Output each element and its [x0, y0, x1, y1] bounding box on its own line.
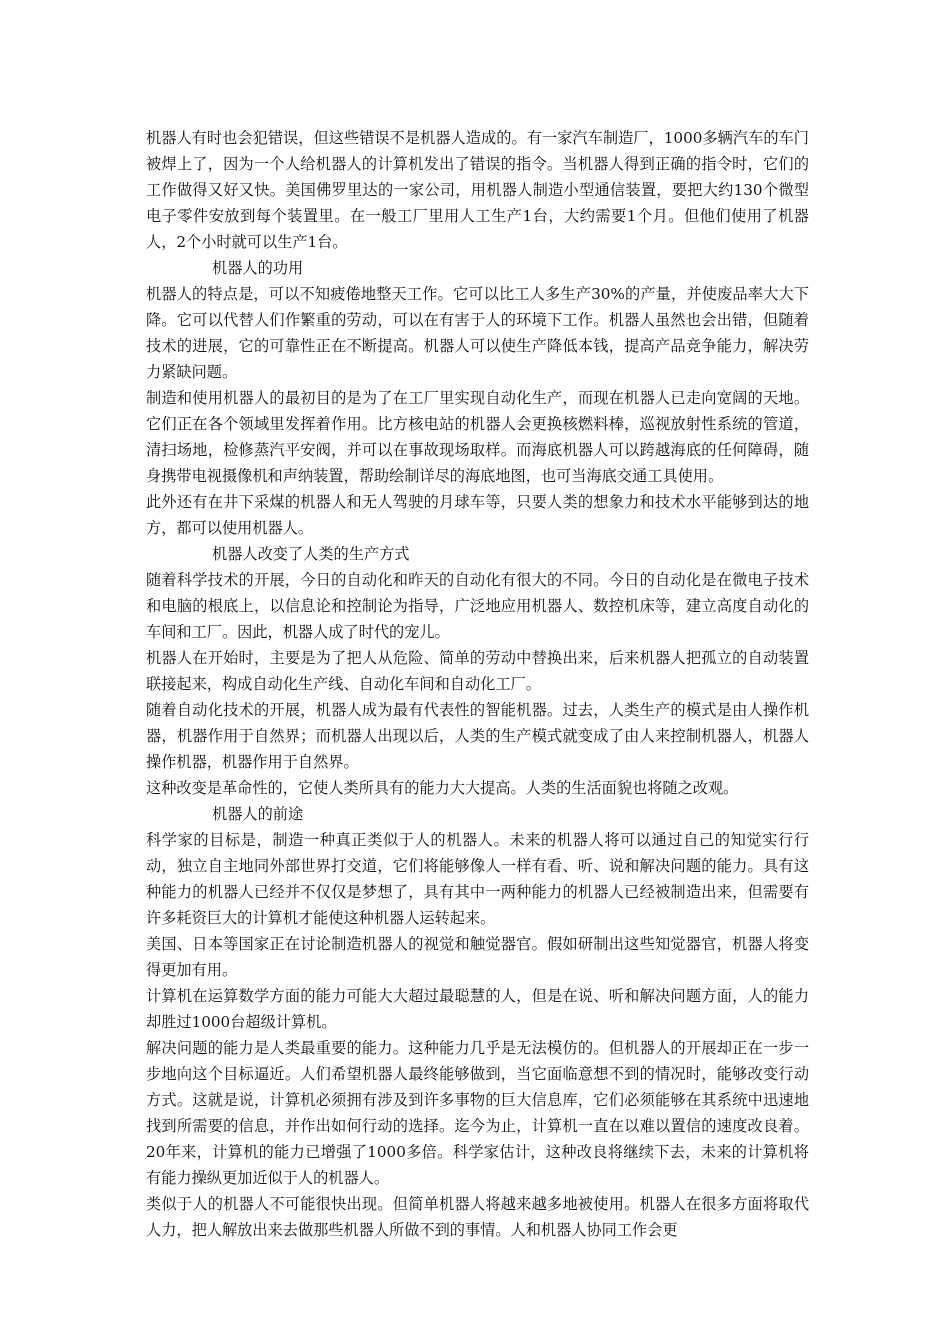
- paragraph-robot-mining: 此外还有在井下采煤的机器人和无人驾驶的月球车等，只要人类的想象力和技术水平能够到达的地方，都可以使用机器人。: [146, 493, 809, 537]
- paragraph-scientist-goal: 科学家的目标是，制造一种真正类似于人的机器人。未来的机器人将可以通过自己的知觉实行行动，独立自主地同外部世界打交道，它们将能够像人一样有看、听、说和解决问题的能力。具有这种能力的机器人已经并不仅仅是梦想了，具有其中一两种能力的机器人已经被制造出来，但需要有许多耗资巨大的计算机才能使这种机器人运转起来。: [146, 831, 809, 927]
- paragraph-sensory-organs: 美国、日本等国家正在讨论制造机器人的视觉和触觉器官。假如研制出这些知觉器官，机器人将变得更加有用。: [146, 935, 809, 979]
- paragraph-robot-errors: 机器人有时也会犯错误，但这些错误不是机器人造成的。有一家汽车制造厂，1000多辆汽车的车门被焊上了，因为一个人给机器人的计算机发出了错误的指令。当机器人得到正确的指令时，它们的工作做得又好又快。美国佛罗里达的一家公司，用机器人制造小型通信装置，要把大约130个微型电子零件安放到每个装置里。在一般工厂里用人工生产1台，大约需要1个月。但他们使用了机器人，2个小时就可以生产1台。: [146, 129, 809, 251]
- paragraph-automation-today: 随着科学技术的开展，今日的自动化和昨天的自动化有很大的不同。今日的自动化是在微电子技术和电脑的根底上，以信息论和控制论为指导，广泛地应用机器人、数控机床等，建立高度自动化的车间和工厂。因此，机器人成了时代的宠儿。: [146, 571, 809, 641]
- heading-production-change: 机器人改变了人类的生产方式: [212, 545, 410, 563]
- paragraph-problem-solving: 解决问题的能力是人类最重要的能力。这种能力几乎是无法模仿的。但机器人的开展却正在一步一步地向这个目标逼近。人们希望机器人最终能够做到，当它面临意想不到的情况时，能够改变行动方式。这就是说，计算机必须拥有涉及到许多事物的巨大信息库，它们必须能够在其系统中迅速地找到所需要的信息，并作出如何行动的选择。迄今为止，计算机一直在以难以置信的速度改良着。20年来，计算机的能力已增强了1000多倍。科学家估计，这种改良将继续下去，未来的计算机将有能力操纵更加近似于人的机器人。: [146, 1039, 809, 1187]
- paragraph-robot-fields: 制造和使用机器人的最初目的是为了在工厂里实现自动化生产，而现在机器人已走向宽阔的天地。它们正在各个领域里发挥着作用。比方核电站的机器人会更换核燃料棒，巡视放射性系统的管道，清扫场地，检修蒸汽平安阀，并可以在事故现场取样。而海底机器人可以跨越海底的任何障碍，随身携带电视摄像机和声纳装置，帮助绘制详尽的海底地图，也可当海底交通工具使用。: [146, 389, 809, 485]
- paragraph-robot-features: 机器人的特点是，可以不知疲倦地整天工作。它可以比工人多生产30%的产量，并使废品率大大下降。它可以代替人们作繁重的劳动，可以在有害于人的环境下工作。机器人虽然也会出错，但随着技术的进展，它的可靠性正在不断提高。机器人可以使生产降低本钱，提高产品竞争能力，解决劳力紧缺问题。: [146, 285, 809, 381]
- document-body: [146, 125, 809, 1243]
- paragraph-intelligent-machine: 随着自动化技术的开展，机器人成为最有代表性的智能机器。过去，人类生产的模式是由人操作机器，机器作用于自然界；而机器人出现以后，人类的生产模式就变成了由人来控制机器人，机器人操作机器，机器作用于自然界。: [146, 701, 809, 771]
- paragraph-robot-beginning: 机器人在开始时，主要是为了把人从危险、简单的劳动中替换出来，后来机器人把孤立的自动装置联接起来，构成自动化生产线、自动化车间和自动化工厂。: [146, 649, 809, 693]
- paragraph-computer-ability: 计算机在运算数学方面的能力可能大大超过最聪慧的人，但是在说、听和解决问题方面，人的能力却胜过1000台超级计算机。: [146, 987, 809, 1031]
- paragraph-simple-robots: 类似于人的机器人不可能很快出现。但简单机器人将越来越多地被使用。机器人在很多方面将取代人力，把人解放出来去做那些机器人所做不到的事情。人和机器人协同工作会更: [146, 1195, 809, 1239]
- heading-robot-future: 机器人的前途: [212, 805, 304, 823]
- paragraph-revolutionary-change: 这种改变是革命性的，它使人类所具有的能力大大提高。人类的生活面貌也将随之改观。: [146, 779, 739, 797]
- heading-robot-functions: 机器人的功用: [212, 259, 304, 277]
